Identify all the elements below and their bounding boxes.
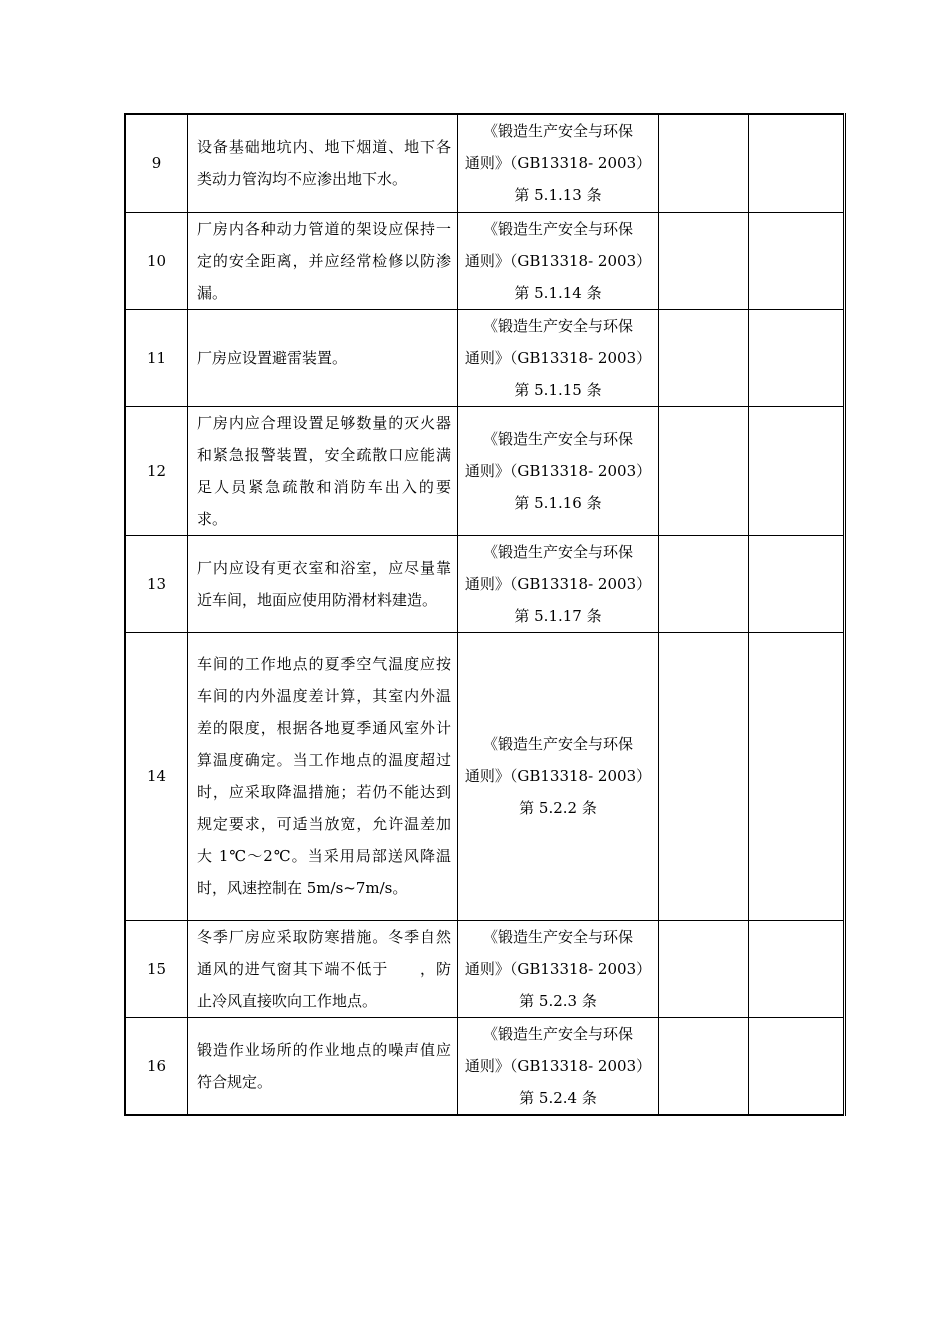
reference-line-1: 《锻造生产安全与环保 xyxy=(482,927,633,946)
reference-cell xyxy=(458,920,659,1017)
requirement-cell xyxy=(188,920,458,1017)
table-row xyxy=(125,406,845,535)
reference-line-3: 第 5.2.2 条 xyxy=(519,799,597,817)
reference-line-2: 通则》（GB13318- 2003） xyxy=(464,348,652,367)
requirement-cell xyxy=(188,535,458,632)
reference-line-2: 通则》（GB13318- 2003） xyxy=(464,959,652,978)
requirement-text: 厂房内应合理设置足够数量的灭火器和紧急报警装置，安全疏散口应能满足人员紧急疏散和消防车出入的要求。 xyxy=(197,413,451,528)
result-cell[interactable] xyxy=(659,406,749,535)
remark-cell[interactable] xyxy=(749,114,845,212)
reference-line-3: 第 5.2.4 条 xyxy=(519,1088,597,1107)
result-cell[interactable] xyxy=(659,114,749,212)
reference-line-1: 《锻造生产安全与环保 xyxy=(482,219,633,238)
result-cell[interactable] xyxy=(659,920,749,1017)
inspection-checklist-table xyxy=(124,113,846,1116)
table-row xyxy=(125,309,845,406)
table-row xyxy=(125,1017,845,1115)
reference-line-1: 《锻造生产安全与环保 xyxy=(482,1024,633,1043)
table-row xyxy=(125,535,845,632)
reference-cell xyxy=(458,632,659,920)
remark-cell[interactable] xyxy=(749,920,845,1017)
row-number: 13 xyxy=(125,535,188,632)
result-cell[interactable] xyxy=(659,535,749,632)
remark-cell[interactable] xyxy=(749,406,845,535)
requirement-text: 冬季厂房应采取防寒措施。冬季自然通风的进气窗其下端不低于 ，防止冷风直接吹向工作地点。 xyxy=(197,927,451,1010)
reference-line-2: 通则》（GB13318- 2003） xyxy=(464,574,652,593)
reference-line-3: 第 5.1.15 条 xyxy=(514,380,602,399)
reference-cell xyxy=(458,1017,659,1115)
requirement-text: 车间的工作地点的夏季空气温度应按车间的内外温度差计算，其室内外温差的限度，根据各地夏季通风室外计算温度确定。当工作地点的温度超过时，应采取降温措施；若仍不能达到规定要求，可适当放宽，允许温差加大 1℃～2℃。当采用局部送风降温时，风速控制在 5m/s~7m/s。 xyxy=(197,655,451,897)
reference-cell xyxy=(458,309,659,406)
reference-line-2: 通则》（GB13318- 2003） xyxy=(464,154,652,173)
remark-cell[interactable] xyxy=(749,535,845,632)
result-cell[interactable] xyxy=(659,632,749,920)
reference-line-3: 第 5.2.3 条 xyxy=(519,991,597,1010)
remark-cell[interactable] xyxy=(749,632,845,920)
row-number: 14 xyxy=(125,632,188,920)
reference-line-2: 通则》（GB13318- 2003） xyxy=(464,767,652,785)
table-row xyxy=(125,212,845,309)
reference-line-2: 通则》（GB13318- 2003） xyxy=(464,461,652,480)
result-cell[interactable] xyxy=(659,309,749,406)
table-row xyxy=(125,114,845,212)
reference-cell xyxy=(458,406,659,535)
requirement-text: 厂房内各种动力管道的架设应保持一定的安全距离，并应经常检修以防渗漏。 xyxy=(197,219,451,302)
result-cell[interactable] xyxy=(659,212,749,309)
requirement-cell xyxy=(188,114,458,212)
table-row xyxy=(125,920,845,1017)
row-number: 10 xyxy=(125,212,188,309)
reference-line-1: 《锻造生产安全与环保 xyxy=(482,122,633,141)
row-number: 9 xyxy=(125,114,188,212)
reference-line-2: 通则》（GB13318- 2003） xyxy=(464,251,652,270)
reference-line-3: 第 5.1.17 条 xyxy=(514,606,602,625)
reference-line-3: 第 5.1.16 条 xyxy=(514,493,602,512)
reference-line-2: 通则》（GB13318- 2003） xyxy=(464,1056,652,1075)
row-number: 16 xyxy=(125,1017,188,1115)
requirement-text: 设备基础地坑内、地下烟道、地下各类动力管沟均不应渗出地下水。 xyxy=(197,138,451,189)
reference-line-3: 第 5.1.14 条 xyxy=(514,283,602,302)
reference-line-1: 《锻造生产安全与环保 xyxy=(482,735,633,753)
remark-cell[interactable] xyxy=(749,1017,845,1115)
reference-cell xyxy=(458,212,659,309)
requirement-cell xyxy=(188,632,458,920)
reference-cell xyxy=(458,535,659,632)
requirement-text: 锻造作业场所的作业地点的噪声值应符合规定。 xyxy=(197,1040,451,1091)
row-number: 12 xyxy=(125,406,188,535)
reference-line-1: 《锻造生产安全与环保 xyxy=(482,316,633,335)
row-number: 15 xyxy=(125,920,188,1017)
requirement-text: 厂房应设置避雷装置。 xyxy=(197,348,348,367)
requirement-cell xyxy=(188,212,458,309)
result-cell[interactable] xyxy=(659,1017,749,1115)
reference-line-1: 《锻造生产安全与环保 xyxy=(482,429,633,448)
requirement-cell xyxy=(188,406,458,535)
row-number: 11 xyxy=(125,309,188,406)
remark-cell[interactable] xyxy=(749,212,845,309)
requirement-cell xyxy=(188,309,458,406)
reference-line-3: 第 5.1.13 条 xyxy=(514,186,602,205)
table-row xyxy=(125,632,845,920)
requirement-text: 厂内应设有更衣室和浴室，应尽量靠近车间，地面应使用防滑材料建造。 xyxy=(197,558,451,609)
reference-line-1: 《锻造生产安全与环保 xyxy=(482,542,633,561)
remark-cell[interactable] xyxy=(749,309,845,406)
requirement-cell xyxy=(188,1017,458,1115)
reference-cell xyxy=(458,114,659,212)
